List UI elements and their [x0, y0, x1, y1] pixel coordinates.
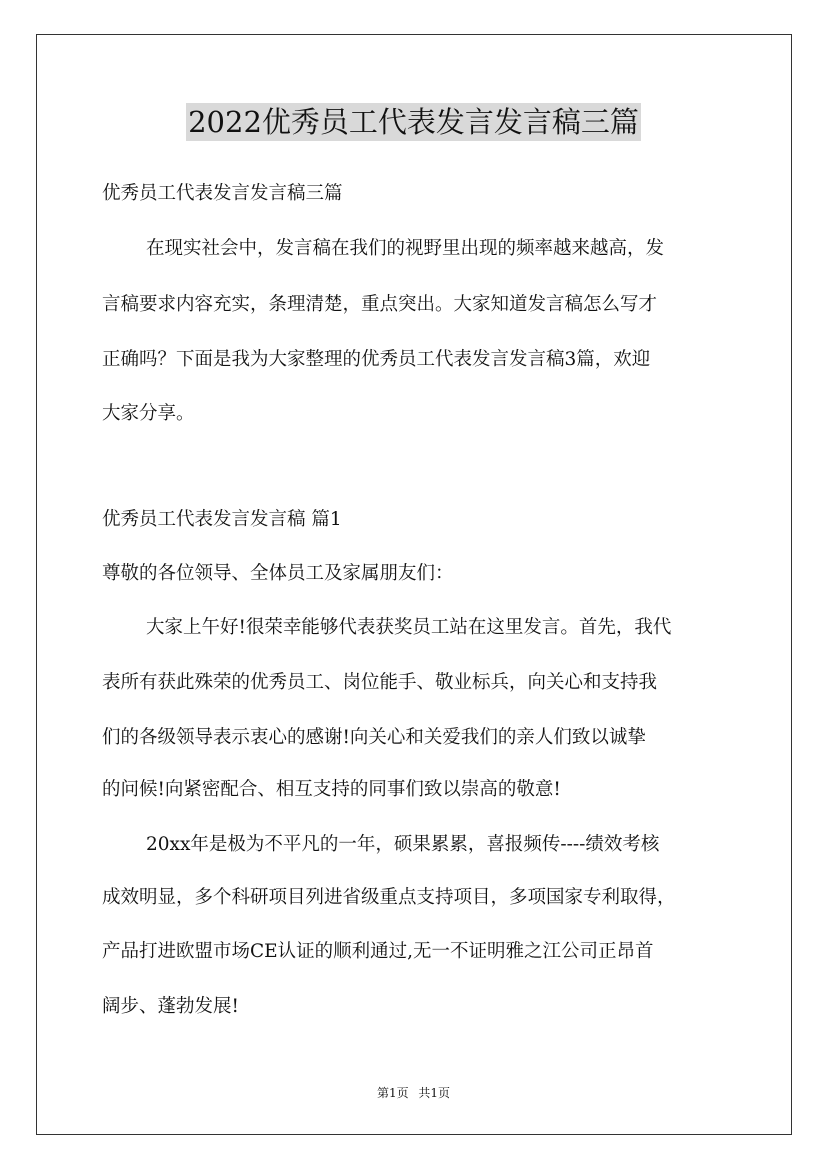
intro-line-4: 大家分享。 [102, 403, 195, 424]
para2-line-4: 阔步、蓬勃发展! [102, 996, 239, 1017]
section-heading: 优秀员工代表发言发言稿 篇1 [102, 509, 342, 530]
para2-line-3: 产品打进欧盟市场CE认证的顺利通过,无一不证明雅之江公司正昂首 [102, 941, 654, 962]
intro-line-3: 正确吗？下面是我为大家整理的优秀员工代表发言发言稿3篇，欢迎 [102, 349, 651, 370]
document-title: 2022优秀员工代表发言发言稿三篇 [188, 105, 639, 139]
para1-line-3: 们的各级领导表示衷心的感谢!向关心和关爱我们的亲人们致以诚挚 [102, 727, 646, 748]
para1-line-2: 表所有获此殊荣的优秀员工、岗位能手、敬业标兵，向关心和支持我 [102, 672, 658, 693]
para2-line-1: 20xx年是极为不平凡的一年，硕果累累，喜报频传----绩效考核 [146, 834, 660, 855]
intro-line-1: 在现实社会中，发言稿在我们的视野里出现的频率越来越高，发 [146, 238, 665, 259]
salutation: 尊敬的各位领导、全体员工及家属朋友们： [102, 563, 454, 584]
page-total: 共1页 [418, 1086, 451, 1100]
subtitle: 优秀员工代表发言发言稿三篇 [102, 183, 343, 204]
para1-line-4: 的问候!向紧密配合、相互支持的同事们致以崇高的敬意! [102, 779, 561, 800]
para1-line-1: 大家上午好!很荣幸能够代表获奖员工站在这里发言。首先，我代 [146, 617, 672, 638]
page-footer [0, 1084, 827, 1101]
para2-line-2: 成效明显，多个科研项目列进省级重点支持项目，多项国家专利取得， [102, 887, 676, 908]
intro-line-2: 言稿要求内容充实，条理清楚，重点突出。大家知道发言稿怎么写才 [102, 294, 658, 315]
page-number: 第1页 [376, 1086, 409, 1100]
